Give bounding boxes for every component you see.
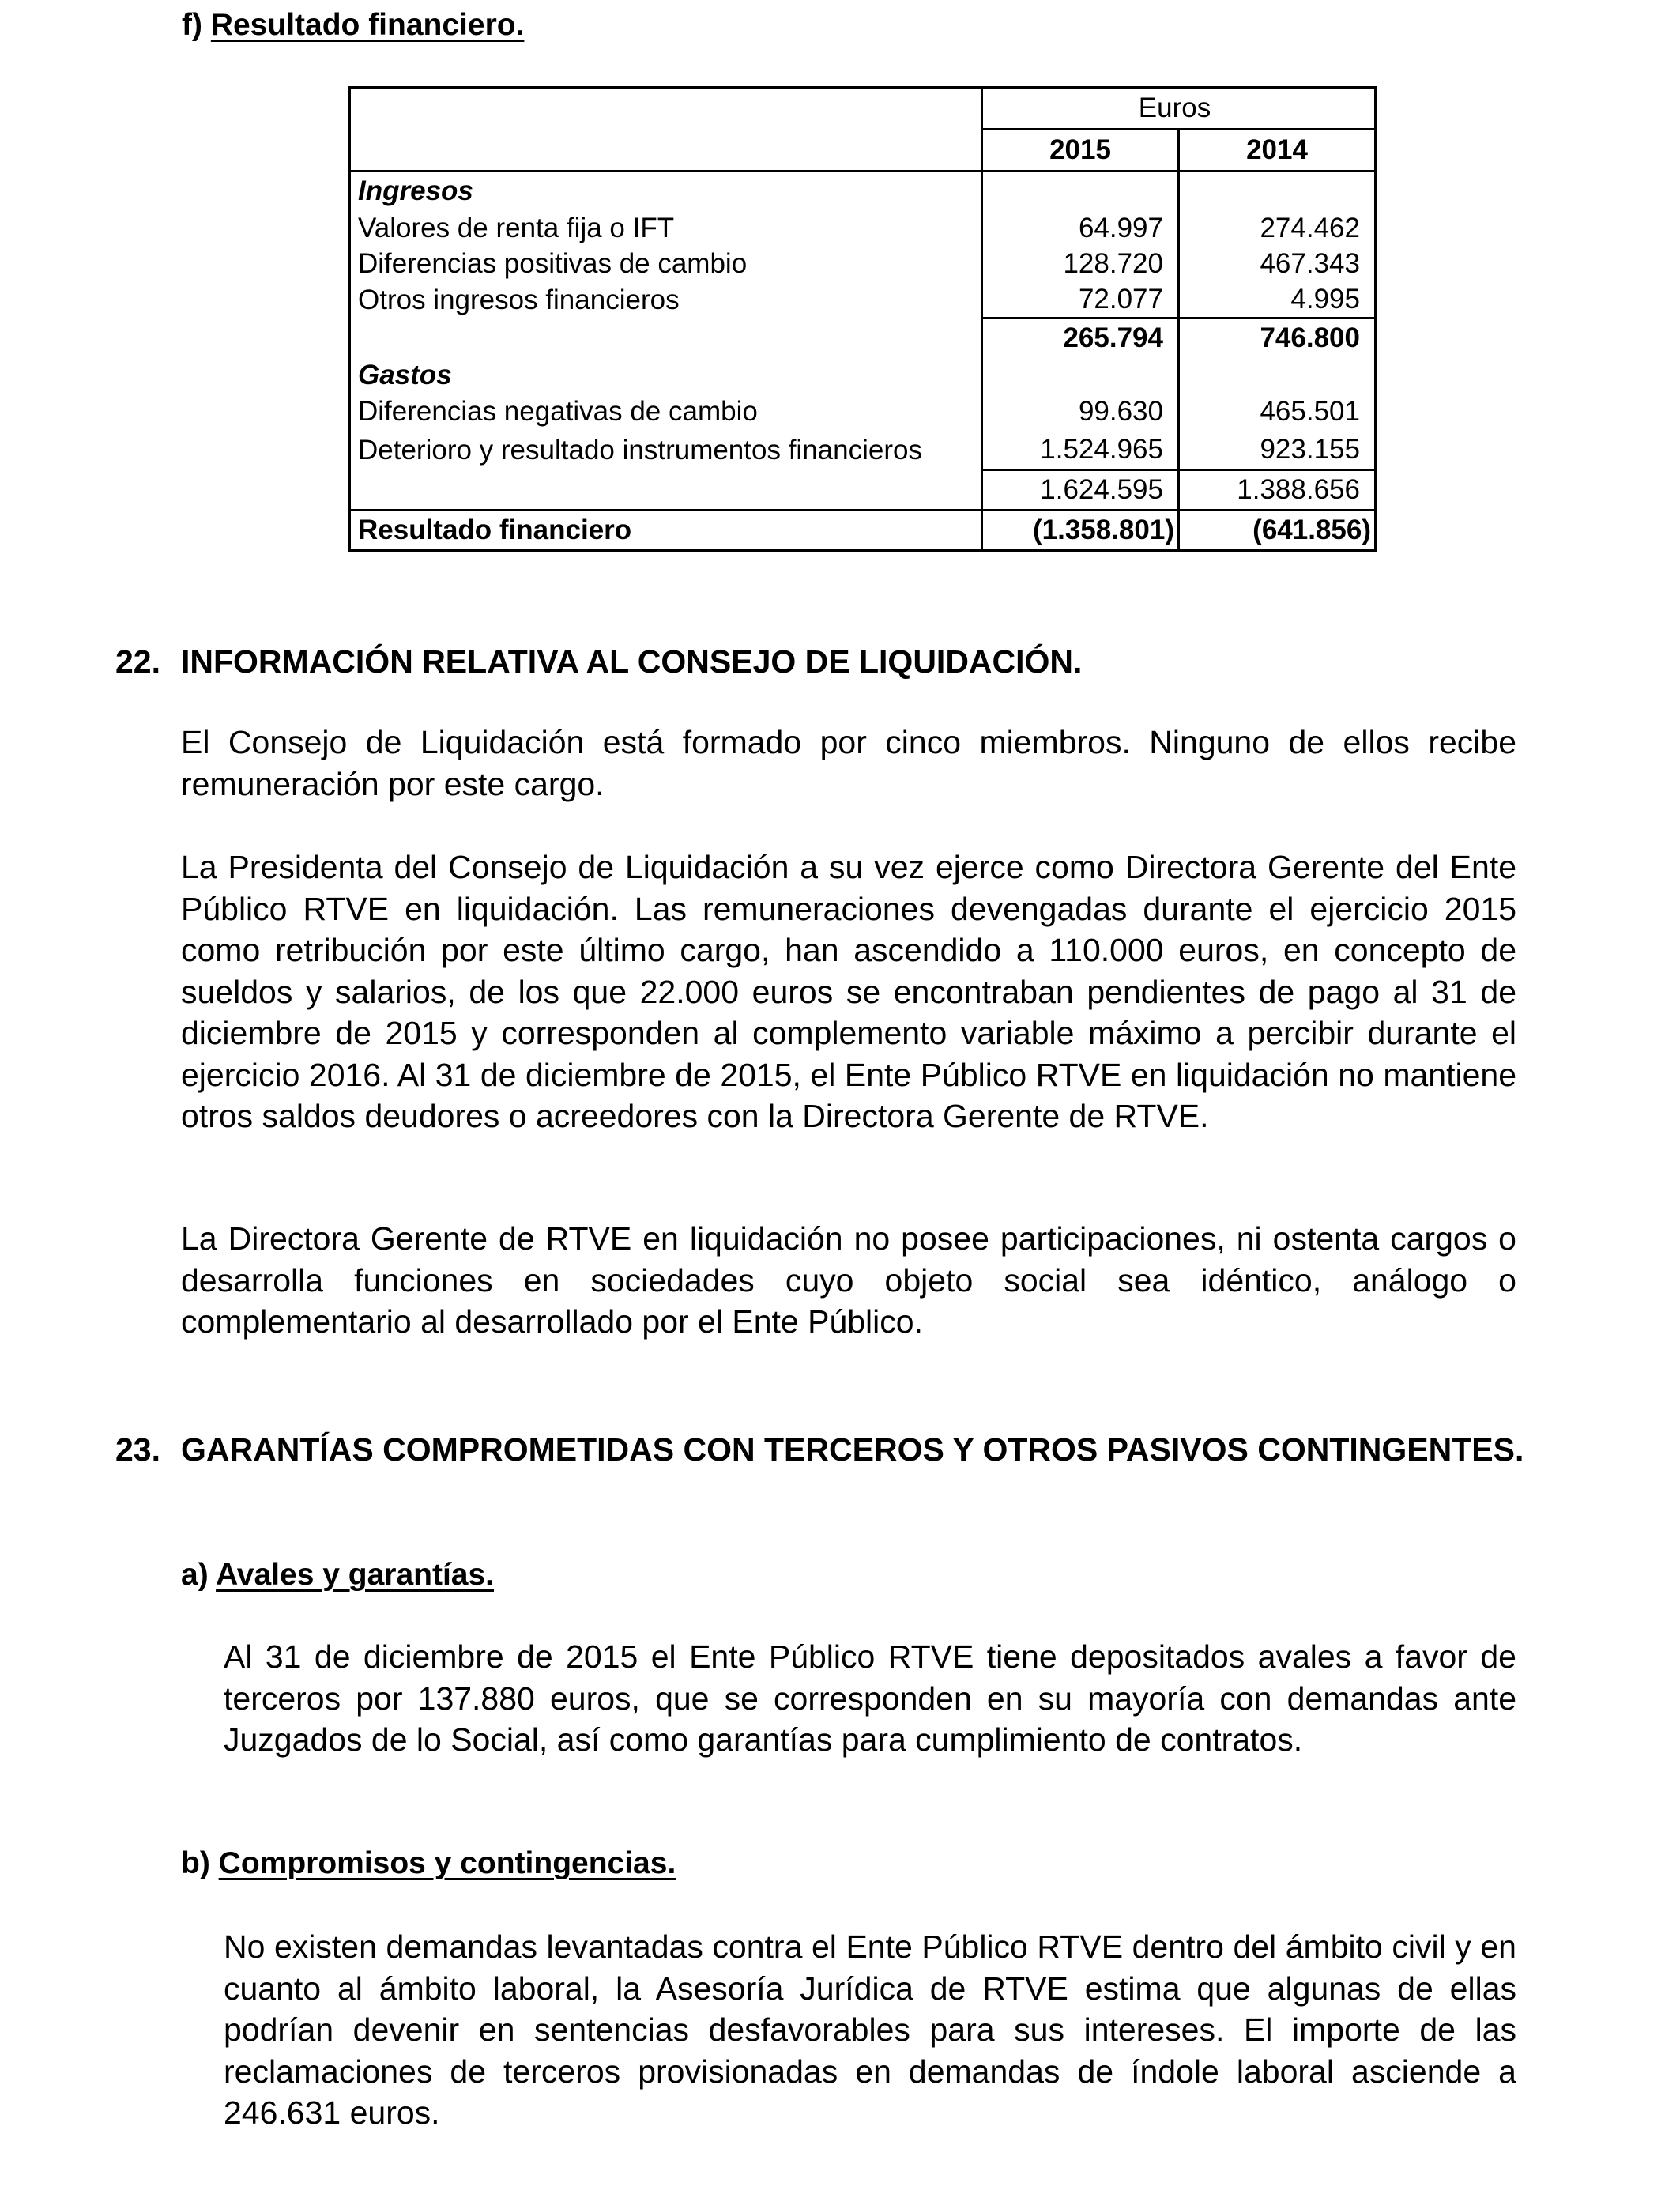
section-22-paragraph-3: La Directora Gerente de RTVE en liquidación no posee participaciones, ni ostenta cargos o desarrolla funciones en sociedades cuyo objeto social sea idéntico, análogo o complementario al desarrollado por el Ente Público. (181, 1220, 1516, 1340)
gastos-group-label: Gastos (358, 360, 452, 390)
table-header-row (350, 88, 1376, 130)
table-row (350, 281, 1376, 319)
section-23-heading (115, 1429, 1633, 1514)
section-22-title: INFORMACIÓN RELATIVA AL CONSEJO DE LIQUIDACIÓN. (181, 643, 1083, 680)
section-f-letter: f) (182, 8, 202, 42)
row-value-2015: 99.630 (982, 393, 1179, 431)
section-23b-paragraph: No existen demandas levantadas contra el Ente Público RTVE dentro del ámbito civil y en cuanto al ámbito laboral, la Asesoría Jurídica de RTVE estima que algunas de ellas podrían devenir en sentencias desfavorables para sus intereses. El importe de las reclamaciones de terceros provisionadas en demandas de índole laboral asciende a 246.631 euros. (224, 1928, 1516, 2131)
row-value-2015: 1.524.965 (982, 431, 1179, 470)
resultado-2014: (641.856) (1179, 511, 1376, 551)
resultado-label: Resultado financiero (350, 511, 982, 551)
row-value-2015: 128.720 (982, 246, 1179, 281)
table-years-empty (350, 130, 982, 172)
ingresos-total-row (350, 319, 1376, 358)
ingresos-group-label: Ingresos (358, 175, 473, 206)
section-23-number: 23. (115, 1431, 160, 1468)
table-row (350, 210, 1376, 246)
table-row (350, 172, 1376, 211)
section-22-number: 22. (115, 643, 160, 680)
row-label: Deterioro y resultado instrumentos financieros (350, 431, 982, 470)
row-label: Valores de renta fija o IFT (350, 210, 982, 246)
financial-result-table (348, 86, 1377, 552)
section-22-paragraph-1: El Consejo de Liquidación está formado por cinco miembros. Ninguno de ellos recibe remuneración por este cargo. (181, 724, 1516, 802)
section-23a-paragraph: Al 31 de diciembre de 2015 el Ente Público RTVE tiene depositados avales a favor de terceros por 137.880 euros, que se corresponden en su mayoría con demandas ante Juzgados de lo Social, así como garantías para cumplimiento de contratos. (224, 1638, 1516, 1758)
section-23a-heading (181, 1556, 494, 1594)
table-row (350, 357, 1376, 393)
section-22-paragraph-2: La Presidenta del Consejo de Liquidación a su vez ejerce como Directora Gerente del Ente Público RTVE en liquidación. Las remuneraciones devengadas durante el ejercicio 2015 como retribución por este último cargo, han ascendido a 110.000 euros, en concepto de sueldos y salarios, de los que 22.000 euros se encontraban pendientes de pago al 31 de diciembre de 2015 y corresponden al complemento variable máximo a percibir durante el ejercicio 2016. Al 31 de diciembre de 2015, el Ente Público RTVE en liquidación no mantiene otros saldos deudores o acreedores con la Directora Gerente de RTVE. (181, 849, 1516, 1134)
table-row (350, 393, 1376, 431)
resultado-row (350, 511, 1376, 551)
row-value-2015: 64.997 (982, 210, 1179, 246)
section-23a-letter: a) (181, 1558, 209, 1592)
row-value-2014: 467.343 (1179, 246, 1376, 281)
section-23b-title: Compromisos y contingencias. (218, 1846, 676, 1880)
year-header-2014: 2014 (1179, 130, 1376, 172)
row-value-2015: 72.077 (982, 281, 1179, 319)
section-f-title: Resultado financiero. (210, 8, 525, 42)
year-header-2015: 2015 (982, 130, 1179, 172)
row-label: Diferencias negativas de cambio (350, 393, 982, 431)
row-label: Otros ingresos financieros (350, 281, 982, 319)
row-label: Diferencias positivas de cambio (350, 246, 982, 281)
section-f-heading (182, 6, 524, 44)
row-value-2014: 274.462 (1179, 210, 1376, 246)
section-23b-letter: b) (181, 1846, 210, 1880)
table-header-empty (350, 88, 982, 130)
row-value-2014: 465.501 (1179, 393, 1376, 431)
ingresos-total-2014: 746.800 (1179, 319, 1376, 358)
table-row (350, 246, 1376, 281)
section-23b-heading (181, 1845, 676, 1883)
table-row (350, 431, 1376, 470)
section-22-heading (115, 641, 1633, 682)
section-23-title: GARANTÍAS COMPROMETIDAS CON TERCEROS Y OTROS PASIVOS CONTINGENTES. (181, 1431, 1524, 1468)
section-23a-title: Avales y garantías. (216, 1558, 494, 1592)
gastos-total-row (350, 470, 1376, 511)
currency-header: Euros (982, 88, 1376, 130)
gastos-total-2014: 1.388.656 (1179, 470, 1376, 511)
row-value-2014: 923.155 (1179, 431, 1376, 470)
ingresos-total-2015: 265.794 (982, 319, 1179, 358)
row-value-2014: 4.995 (1179, 281, 1376, 319)
gastos-total-2015: 1.624.595 (982, 470, 1179, 511)
resultado-2015: (1.358.801) (982, 511, 1179, 551)
table-years-row (350, 130, 1376, 172)
